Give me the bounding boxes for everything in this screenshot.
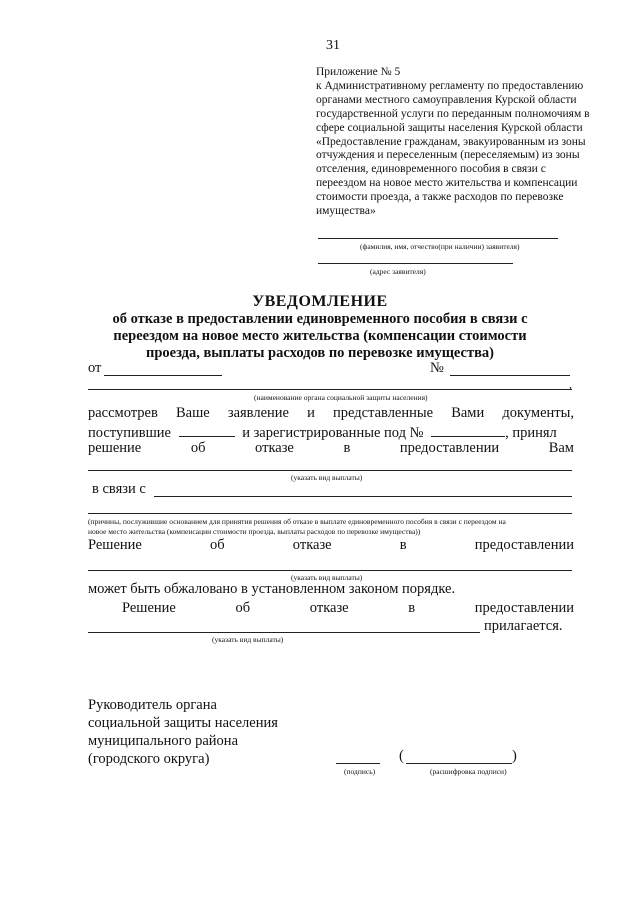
decision2-word: об <box>235 600 251 616</box>
payment-caption-3: (указать вид выплаты) <box>212 635 284 644</box>
from-date-line[interactable] <box>104 375 222 376</box>
reason-label: в связи с <box>92 481 146 497</box>
appendix-line: стоимости проезда, а также расходов по перевозке <box>316 191 564 204</box>
number-label: № <box>430 360 444 376</box>
appeal-text: может быть обжаловано в установленном законом порядке. <box>88 581 456 597</box>
signer-title-line: муниципального района <box>88 733 238 749</box>
decision2-word: Решение <box>122 600 176 616</box>
appendix-line: государственной услуги по переданным полномочиям в <box>316 107 590 120</box>
decision-word: в <box>399 537 407 553</box>
from-number-line[interactable] <box>450 375 570 376</box>
document-title: УВЕДОМЛЕНИЕ <box>252 293 388 310</box>
signature-decode-line[interactable] <box>406 763 512 764</box>
decode-caption: (расшифровка подписи) <box>430 767 507 776</box>
decision-word: отказе <box>292 537 332 553</box>
decision2-word: отказе <box>309 600 349 616</box>
attached-text: прилагается. <box>484 618 563 634</box>
organ-name-line[interactable] <box>88 389 572 390</box>
from-label: от <box>88 360 102 376</box>
body-word: в <box>343 440 351 456</box>
appendix-line: сфере социальной защиты населения Курской области <box>316 121 583 134</box>
body-word: и <box>307 405 315 421</box>
decision2-word: в <box>408 600 416 616</box>
appendix-line: имущества» <box>316 205 376 218</box>
decision-line <box>88 537 574 554</box>
body-line-3 <box>88 440 574 457</box>
body-word: рассмотрев <box>88 405 158 421</box>
body-word: представленные <box>333 405 434 421</box>
decision-word: предоставлении <box>474 537 574 553</box>
body-word: решение <box>88 440 142 456</box>
signer-title-line: социальной защиты населения <box>88 715 278 731</box>
body-line-2 <box>88 422 557 442</box>
appendix-line: Приложение № 5 <box>316 66 401 78</box>
applicant-address-line[interactable] <box>318 263 513 264</box>
subtitle-line: проезда, выплаты расходов по перевозке имущества) <box>145 345 495 361</box>
payment-caption-2: (указать вид выплаты) <box>291 573 363 582</box>
signature-caption: (подпись) <box>344 767 376 776</box>
appendix-line: «Предоставление гражданам, эвакуированным из зоны <box>316 135 586 148</box>
received-label: поступившие <box>88 425 171 441</box>
paren-open: ( <box>399 748 404 764</box>
appendix-line: отселения, единовременного пособия в связи с <box>316 163 546 176</box>
signature-line[interactable] <box>336 763 380 764</box>
organ-caption: (наименование органа социальной защиты населения) <box>254 393 428 402</box>
signer-title-line: Руководитель органа <box>88 697 217 713</box>
decision2-word: предоставлении <box>474 600 574 616</box>
body-word: документы, <box>502 405 574 421</box>
registration-number-field[interactable] <box>431 422 505 437</box>
body-word: предоставлении <box>399 440 500 456</box>
decision2-line <box>122 600 574 617</box>
body-word: об <box>190 440 206 456</box>
appendix-line: к Административному регламенту по предоставлению <box>316 79 584 92</box>
appendix-line: отчуждения и переселенным (переселяемым) из зоны <box>316 149 580 162</box>
signer-title-line: (городского округа) <box>88 751 210 767</box>
appendix-header <box>316 66 606 219</box>
body-line-1 <box>88 405 574 422</box>
body-word: заявление <box>227 405 289 421</box>
received-date-field[interactable] <box>179 422 235 437</box>
appendix-line: переездом на новое место жительства и компенсации <box>316 177 578 190</box>
applicant-address-caption: (адрес заявителя) <box>370 267 426 276</box>
reason-caption-2: новое место жительства (компенсации стоимости проезда, выплаты расходов по перевозке имущества)) <box>88 527 421 536</box>
body-word: отказе <box>255 440 294 456</box>
appendix-line: органами местного самоуправления Курской области <box>316 93 577 106</box>
accepted-label: , принял <box>505 425 557 441</box>
payment-caption-1: (указать вид выплаты) <box>291 473 363 482</box>
registered-label: и зарегистрированные под № <box>242 425 424 441</box>
body-word: Вами <box>451 405 485 421</box>
reason-line-2[interactable] <box>88 513 572 514</box>
decision-word: об <box>210 537 225 553</box>
page-number: 31 <box>326 38 340 53</box>
payment-type-line-1[interactable] <box>88 470 572 471</box>
applicant-name-line[interactable] <box>318 238 558 239</box>
decision-word: Решение <box>88 537 142 553</box>
paren-close: ) <box>512 748 517 764</box>
applicant-name-caption: (фамилия, имя, отчество(при наличии) заявителя) <box>360 242 520 251</box>
subtitle-line: об отказе в предоставлении единовременного пособия в связи с <box>112 311 528 327</box>
payment-type-line-3[interactable] <box>88 632 480 633</box>
body-word: Ваше <box>175 405 210 421</box>
payment-type-line-2[interactable] <box>88 570 572 571</box>
body-word: Вам <box>548 440 574 456</box>
reason-line-1[interactable] <box>154 496 572 497</box>
reason-caption-1: (причины, послужившие основанием для принятия решения об отказе в выплате единовременного пособия в связи с переездом на <box>88 517 506 526</box>
subtitle-line: переездом на новое место жительства (компенсации стоимости <box>113 328 527 344</box>
comma-mark: , <box>569 377 572 391</box>
